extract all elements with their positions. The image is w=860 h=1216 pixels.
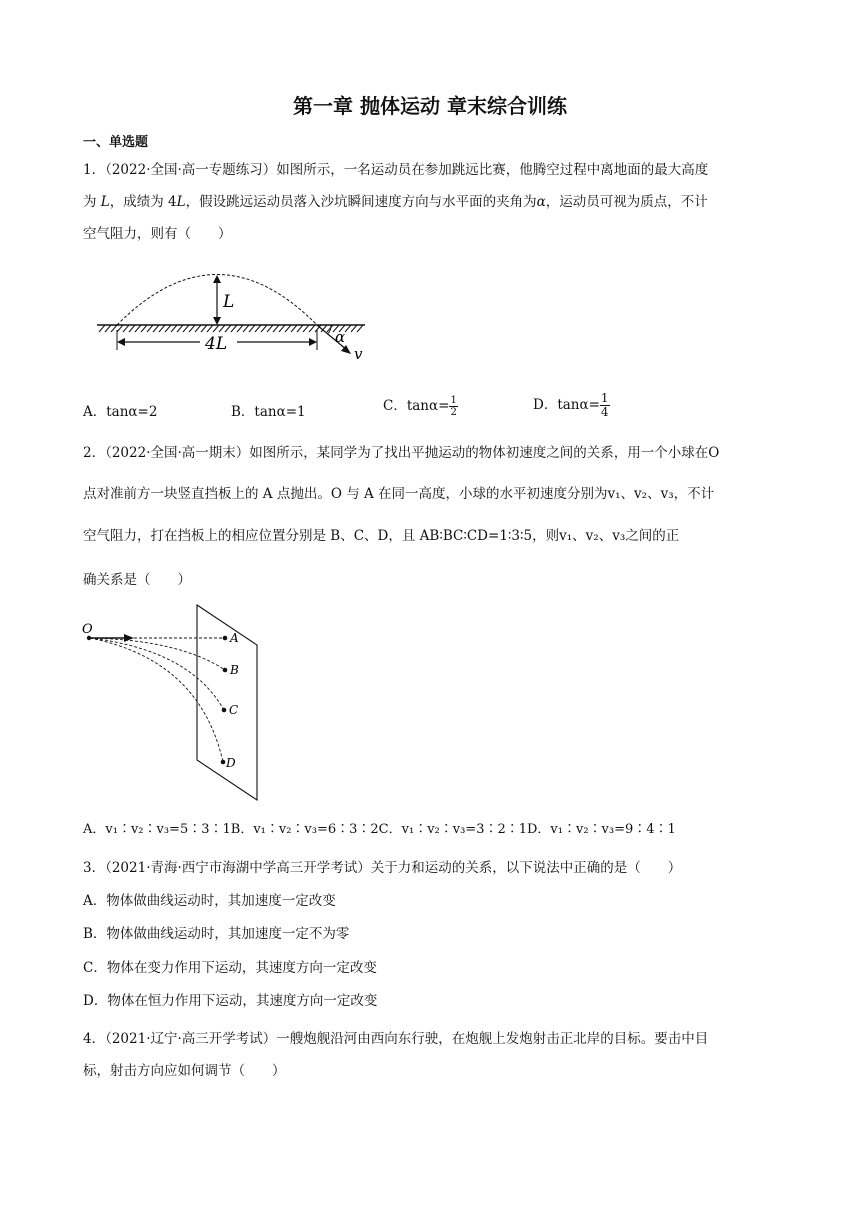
q1-option-a: A．tanα=2 xyxy=(83,404,158,420)
q1-line2: 为 L，成绩为 4L，假设跳远运动员落入沙坑瞬间速度方向与水平面的夹角为α，运动员可视为质点，不计 xyxy=(83,194,708,210)
q3-option-d: D．物体在恒力作用下运动，其速度方向一定改变 xyxy=(83,993,378,1009)
q2-fig-label-B: B xyxy=(230,663,239,677)
page-title: 第一章 抛体运动 章末综合训练 xyxy=(293,94,567,118)
q2-line4: 确关系是（ ） xyxy=(83,572,191,588)
q2-options: A．v₁∶v₂∶v₃=5∶3∶1B．v₁∶v₂∶v₃=6∶3∶2C．v₁∶v₂∶v₃=3∶2∶1D．v₁∶v₂∶v₃=9∶4∶1 xyxy=(83,822,676,837)
q2-fig-label-C: C xyxy=(229,703,239,717)
q1-option-c: C．tanα= $\frac{1}{2}$ xyxy=(383,395,457,418)
section-heading: 一、单选题 xyxy=(83,135,149,150)
q3-option-c: C．物体在变力作用下运动，其速度方向一定改变 xyxy=(83,960,377,976)
q1-line3: 空气阻力，则有（ ） xyxy=(83,226,232,242)
q1-line1: 1．（2022·全国·高一专题练习）如图所示，一名运动员在参加跳远比赛，他腾空过程中离地面的最大高度 xyxy=(83,162,709,178)
q3-line1: 3．（2021·青海·西宁市海湖中学高三开学考试）关于力和运动的关系，以下说法中正确的是（ ） xyxy=(83,860,682,876)
q2-figure-projectiles xyxy=(80,600,270,805)
q2-line1: 2．（2022·全国·高一期末）如图所示，某同学为了找出平抛运动的物体初速度之间的关系，用一个小球在O xyxy=(83,445,720,461)
q2-line3: 空气阻力，打在挡板上的相应位置分别是 B、C、D，且 AB∶BC∶CD=1∶3∶5，则v₁、v₂、v₃之间的正 xyxy=(83,528,680,544)
q1-option-d: D．tanα= $\frac{1}{4}$ xyxy=(533,391,609,419)
q1-fig-label-4L: 4L xyxy=(205,334,228,354)
q1-fig-label-alpha: α xyxy=(335,328,346,346)
q1-option-b: B．tanα=1 xyxy=(231,404,306,420)
q4-line1: 4．（2021·辽宁·高三开学考试）一艘炮舰沿河由西向东行驶，在炮舰上发炮射击正北岸的目标。要击中目 xyxy=(83,1031,709,1047)
q2-fig-label-O: O xyxy=(82,622,93,637)
q2-fig-label-D: D xyxy=(226,756,236,770)
q2-fig-label-A: A xyxy=(230,631,239,645)
q1-fig-label-L: L xyxy=(223,292,235,312)
q4-line2: 标，射击方向应如何调节（ ） xyxy=(83,1063,286,1079)
q1-fig-label-v: v xyxy=(354,345,363,363)
q2-line2: 点对准前方一块竖直挡板上的 A 点抛出。O 与 A 在同一高度，小球的水平初速度分别为v₁、v₂、v₃，不计 xyxy=(83,486,715,502)
q1-figure-long-jump xyxy=(95,262,375,372)
q3-option-a: A．物体做曲线运动时，其加速度一定改变 xyxy=(83,893,336,909)
q3-option-b: B．物体做曲线运动时，其加速度一定不为零 xyxy=(83,926,350,942)
